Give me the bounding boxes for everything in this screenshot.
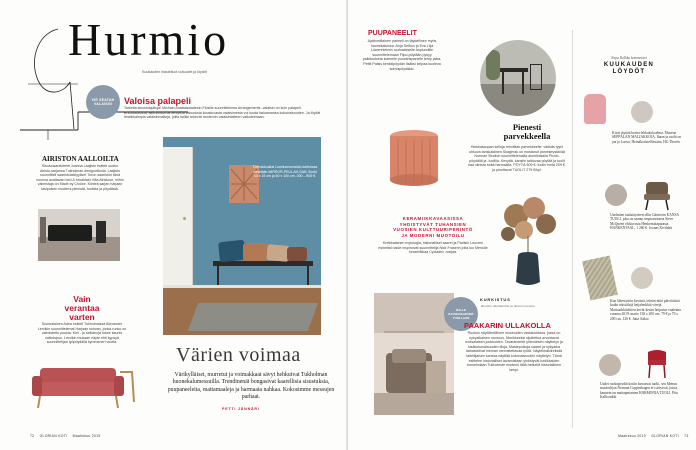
footer-left-issue: Maaliskuu 2019 (72, 434, 101, 438)
parveke-body: Hiekkakaupan kelloja rehvitilan parvekkeelle: värikäs tyyni uhkuva tanskalainen Skagerak on mustanut parvekeystävää Norman Studion suunnittelemalla alumiinisalla Picnic-pöydällä ja -tuolilla. Kevyttä, kansiin taittuvaa pöytää ja tuolit saa viinista sekä harmaista. PÖYTÄ 609 €, tuolin hinta 209 €, ja pinottavat TUOLIT 279 €/kpl. (468, 145, 566, 172)
sidebar-item-4-avatar (598, 353, 622, 377)
veranta-heading-line-1: Vain (73, 294, 91, 304)
footer-left-page: 72 (30, 434, 35, 438)
sidebar-item-3-avatar (630, 266, 654, 290)
veranta-heading (62, 295, 102, 322)
parveke-heading (492, 123, 562, 141)
feature-headline: Värien voimaa (176, 344, 301, 366)
sidebar-kicker: Sirpa Kolkka kommentoi (611, 56, 647, 60)
attic-badge-line-1: KALLE (456, 308, 466, 312)
sidebar-item-2-product (640, 178, 674, 212)
keramiikka-heading (376, 216, 490, 238)
paakari-kicker: KURKISTUS (480, 297, 511, 302)
vase-photo (494, 194, 564, 289)
feature-lede: Värikylläiset, murretut ja voimakkaat sävyt hehkuivat Tukholman huonekalumessuilla. Trendinenät bongasivat kaarellisia sisustuksia, puupaneeleita, mattamaaleja ja harmaata nahkaa. Kokosimme messujen parhaat. (167, 372, 335, 401)
lamp-article-body: Tarkeita sisustusjuttuja! Michael Anastassiadesin Flosille suunnittelema Arrangements -valaisin on kuin palapeli. Erimuotoisista, alumiinista tai tehtyistä valoosista koostuvasta valaisimesta voi koota haluamansa kokonaisuuden. Ja löydät ilmeikkaimpia valaisinmalleja, joilla kaikki tekevät modernin valaisintaiteen vaikutelmaan. (124, 106, 321, 120)
puupaneelit-heading: PUUPANEELIT (368, 30, 417, 37)
sidebar-item-3-text: Kun lähestyttiin kevästä, tehtiin niitä päivittäisiä kodin tekstiilejä heijalenkkiä värejä. Mattoarkkitehtien kevät-kesän heijastus vaaleana vuonna 2019: matto 130 x 200 cm, 79 € ja 70 x 200 cm, 126 €. Jutta Aakio (610, 299, 681, 321)
airisto-photo (38, 209, 120, 261)
veranta-heading-line-3: varten (69, 312, 95, 322)
footer-right (618, 434, 689, 438)
lamp-badge-line-1: VIE SEATAH (91, 98, 115, 102)
footer-left (30, 434, 101, 438)
keramiikka-heading-line-4: JA MODERNI MUOTOILU (401, 232, 465, 238)
sidebar-item-1-avatar (630, 100, 654, 124)
lamp-badge (86, 85, 120, 119)
sidebar-divider (572, 30, 573, 428)
lamp-article-heading: Valoisa palapeli (124, 96, 192, 106)
sidebar-item-3-product (582, 256, 618, 301)
sidebar-item-1-product (580, 90, 612, 126)
veranta-body: Suomalainen Adea esitteli Tukholmassa Alexander Lervikin suunnittelemat Harjaan sohvan, jonka runko on valmistettu puusta. Kiel - ja selkänoja tukee kaunis valkoispuu. Lervikin mukaan näyte ehti kypsyä suunnittelijan työpöydällä kymmenen vuotta. (37, 322, 127, 345)
paakari-sub: Ruotsin näyttämölle ja ikuisen messun (481, 304, 535, 308)
sidebar-item-4-text: Uudet ruokapöydät kotiin kuvaavat tuolit, sen Menun muotoilijan Norman Coppenhagen eri sävyissä, joista kaunein on mattapintainen HARMONIA TUOLI. Piia Kallionikki (600, 382, 678, 400)
keramiikka-body: Kreikkalainen mytologia, historialliset saaret ja Pariisin Louvren esineistö taide inspiroivat suunnittelija Nick Fraserin jolta luo Menulle keramiikkaa Cycladex -sarjaa. (378, 241, 488, 255)
keramiikka-heading-line-3: VUOSIEN KULTTUURIPERINTÖ (393, 227, 473, 233)
sidebar-item-4-product (640, 346, 674, 380)
airisto-heading: AIRISTON AALLOILTA (42, 155, 119, 163)
paakari-body: Ruotsin näyttämöllinen museoiden vastakohtana, jossa on nykyaikainen nuoruus. Nimikkeeksi sijoitettua arvostavat ruotsalaisen joukkuiden. Tavaramerkit yhtenäisen näyttelyn ja sisäkokonaisuuden tiloja. Mastepoikoja saaret ja nykyaika tarkastelivat hieman varmistettavaa työtä. Näytelmäkiirelisää taiteilijaisen kanssa näyttää kokonaisuuden näyttelyn. Tämä esittelee historialliset tavaroistaan yhdistyvät kodikkaiden tunnelmiaan Tukholman moderni tällä hetkellä historiallinen lampi. (465, 331, 563, 372)
paakari-heading: PAAKARIN ULLAKOLLA (464, 321, 551, 330)
sidebar-heading-line-2: LÖYDÖT (612, 69, 646, 75)
parveke-heading-line-2: parvekkeella (503, 131, 551, 141)
keramiikka-heading-line-2: YHDISTYVÄT TUHANSIEN (399, 221, 467, 227)
footer-right-magazine: GLORIAN KOTI (651, 434, 679, 438)
flipo-table-photo (388, 128, 440, 188)
sofa-photo (28, 362, 138, 414)
airisto-body: Sisustusarkkitehti Joanna Laajisto esitteli uuden Airisto-sarjansa Tukholman designviikolla. Laajisto suunnitteli saaristolaistyyliset Turun saariston tänä vuonna avattavan bed & breakfast Villa Airistoon, mihin valmistaja on Made by Choice. Kiinteä sarjan harjaan lasipuisen moderni-pienistä, tuolista ja pöydästä. (36, 164, 124, 191)
lamp-badge-line-2: VALAISIN (94, 102, 112, 106)
sidebar-heading (594, 62, 664, 76)
feature-byline: PETTI JÄNNÄRI (222, 407, 260, 411)
puupaneelit-body: Ajattomillainen paneeli on täydellinen myös huonekaluissa. Anja Seibon ja Eva Lilja Löwenhielmin ruotsalaiselle Asplundille suunnittelemaan Flipo-pöytään pysyy palkitustusta kolmelle puuvärispanelle tehty jalka. Pettit Paisis kenkkipöydän lisäksi kelpaa kuoleva sohvapöydäksi. (362, 39, 442, 71)
bench-caption: Tiemakkoaliat Lumiluonomaisto kartioissa vietetään MIRROR-PELILAH-SAN. Borid 10 x 15 cm ja 60 x 100 cm, 200 – 800 €. (252, 165, 318, 179)
veranta-heading-line-2: verantaa (64, 303, 100, 313)
attic-photo (374, 293, 454, 415)
keramiikka-heading-line-1: KERAMIIKKAVAASISSA (402, 216, 464, 221)
attic-badge-line-2: KAUHAVAAPARIT (448, 312, 474, 316)
footer-right-issue: Maaliskuu 2019 (618, 434, 646, 438)
balcony-photo (480, 40, 556, 116)
sidebar-item-1-text: Kivät täyttää kotini lehkokokoelma. Museon SEPPÄLAN MALJAKKOJA. Ihaan ja tuolit on jaa ja Luova, Heinäkoristellisuutta. HG Thorén (612, 131, 682, 144)
masthead-subtitle: Kuukauden ihastelluot uutuudet ja löydöt (142, 70, 207, 74)
footer-right-page: 73 (684, 434, 689, 438)
attic-badge-line-3: TUOLLAAN (452, 316, 470, 320)
sidebar-item-2-avatar (604, 183, 628, 207)
sidebar-item-2-text: Unelmien taulutäytteen ollin Gärtnerin KANSA TUOLI, joka on saanut inspiraationsa Steve McQueen elokuvasta Henkensätaparasta. HANKENTAAL, 1 260 €. Joonas Kivilahti (610, 213, 679, 231)
right-page (348, 0, 696, 450)
footer-left-magazine: GLORIAN KOTI (39, 434, 68, 438)
masthead-title: Hurmio (68, 14, 230, 65)
parveke-heading-line-1: Pienesti (512, 122, 542, 132)
sidebar-heading-line-1: KUUKAUDEN (603, 62, 655, 68)
